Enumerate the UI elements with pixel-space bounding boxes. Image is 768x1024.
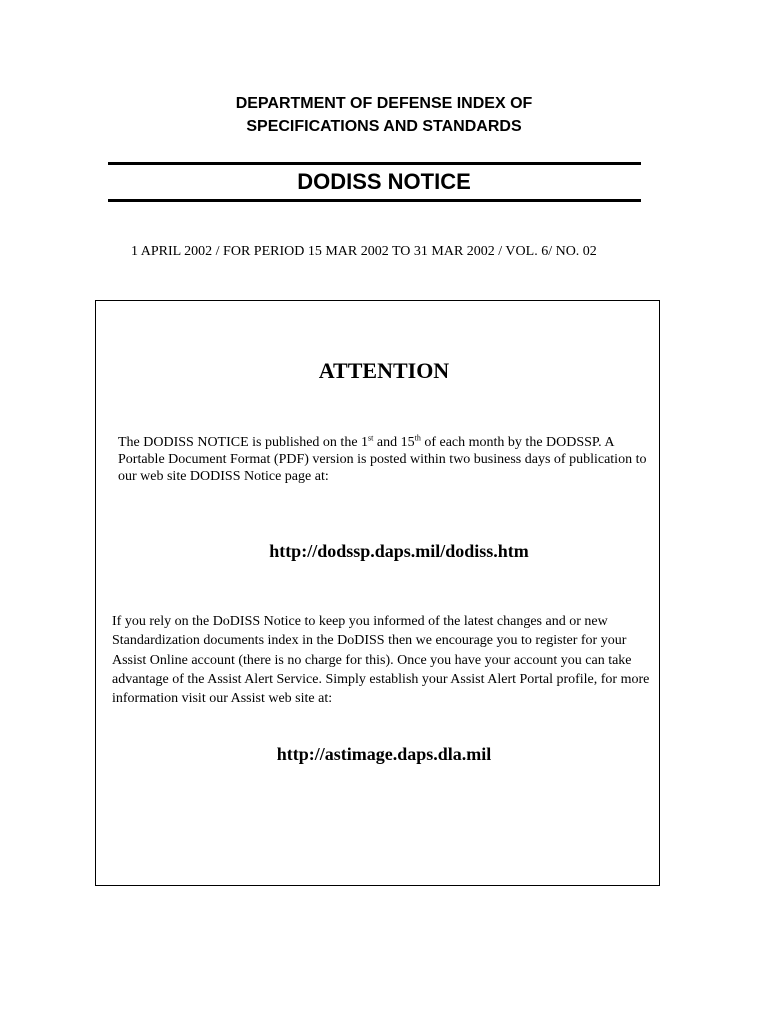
department-title-line-2: SPECIFICATIONS AND STANDARDS <box>246 118 522 135</box>
assist-paragraph: If you rely on the DoDISS Notice to keep you informed of the latest changes and or new Standardization documents index in the DoDISS then we encourage you to register for your Assist Online account (there is no charge for this). Once you have your account you can take advantage of the Assist Alert Service. Simply establish your Assist Alert Portal profile, for more information visit our Assist web site at: <box>112 614 650 707</box>
publication-paragraph: The DODISS NOTICE is published on the 1st and 15th of each month by the DODSSP. A Portable Document Format (PDF) version is posted within two business days of publication to our web site DODISS Notice page at: <box>118 433 647 484</box>
title-rule-top <box>108 162 641 165</box>
dodiss-url-link[interactable]: http://dodssp.daps.mil/dodiss.htm <box>269 541 529 561</box>
assist-url-link[interactable]: http://astimage.daps.dla.mil <box>276 744 492 764</box>
attention-box <box>95 300 660 886</box>
issue-line: 1 APRIL 2002 / FOR PERIOD 15 MAR 2002 TO 31 MAR 2002 / VOL. 6/ NO. 02 <box>131 244 597 259</box>
notice-title: DODISS NOTICE <box>297 169 471 194</box>
title-rule-bottom <box>108 199 641 202</box>
department-title-line-1: DEPARTMENT OF DEFENSE INDEX OF <box>235 95 533 112</box>
attention-title: ATTENTION <box>318 358 450 383</box>
